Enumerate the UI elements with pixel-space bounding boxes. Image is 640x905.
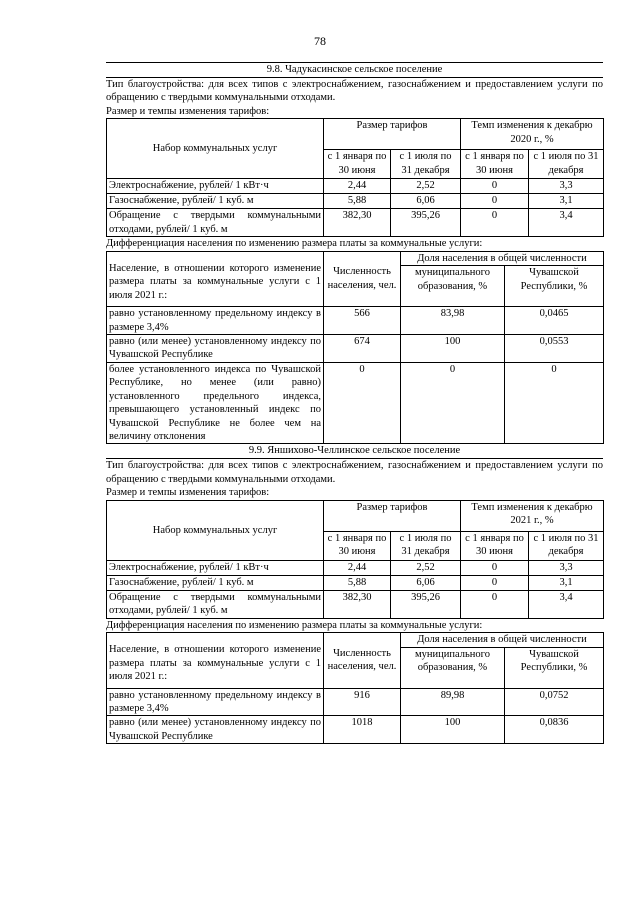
tariff-caption: Размер и темпы изменения тарифов: [106,105,270,117]
cell: 89,98 [401,688,505,716]
header-chuvash: Чувашской Республики, % [505,266,604,307]
header-count: Численность населения, чел. [324,251,401,306]
cell: 2,44 [324,560,391,575]
section-title: 9.8. Чадукасинское сельское поселение [106,62,603,78]
table-row [107,362,604,444]
cell: 0 [461,194,529,209]
cell: 3,4 [529,209,604,237]
cell: 3,3 [529,560,604,575]
section-title: 9.9. Яншихово-Челлинское сельское поселение [106,444,603,459]
cell: 0 [461,575,529,590]
cell: 1018 [324,716,401,744]
cell: 5,88 [324,194,391,209]
row-name: Электроснабжение, рублей/ 1 кВт·ч [107,560,324,575]
differentiation-table [106,632,604,744]
differentiation-table [106,251,604,445]
header-population: Население, в отношении которого изменение размера платы за коммунальные услуги с 1 июля 2021 г.: [107,633,324,688]
cell: 382,30 [324,590,391,618]
differentiation-caption: Дифференциация населения по изменению размера платы за коммунальные услуги: [106,619,483,631]
cell: 3,3 [529,179,604,194]
cell: 3,4 [529,590,604,618]
header-chuvash: Чувашской Республики, % [505,647,604,688]
header-jan: с 1 января по 30 июня [461,150,529,179]
cell: 3,1 [529,575,604,590]
cell: 2,52 [391,179,461,194]
header-count: Численность населения, чел. [324,633,401,688]
header-share: Доля населения в общей численности [401,633,604,647]
tariff-caption: Размер и темпы изменения тарифов: [106,487,270,499]
cell: 5,88 [324,575,391,590]
cell: 100 [401,716,505,744]
header-municipal: муниципального образования, % [401,266,505,307]
header-services: Набор коммунальных услуг [107,119,324,179]
cell: 0,0553 [505,334,604,362]
cell: 6,06 [391,194,461,209]
improvement-type: Тип благоустройства: для всех типов с электроснабжением, газоснабжением и предоставлением услуги по обращению с твердыми коммунальными отходами. [106,79,603,104]
table-row [107,209,604,237]
header-services: Набор коммунальных услуг [107,500,324,560]
table-row [107,194,604,209]
cell: 0,0836 [505,716,604,744]
table-row [107,688,604,716]
row-name: равно установленному предельному индексу в размере 3,4% [107,688,324,716]
header-municipal: муниципального образования, % [401,647,505,688]
cell: 0 [461,209,529,237]
header-share: Доля населения в общей численности [401,251,604,265]
tariff-table [106,118,604,237]
table-row [107,575,604,590]
table-row [107,179,604,194]
cell: 0,0752 [505,688,604,716]
cell: 0,0465 [505,307,604,335]
cell: 83,98 [401,307,505,335]
row-name: Обращение с твердыми коммунальными отходами, рублей/ 1 куб. м [107,590,324,618]
tariff-table [106,500,604,619]
row-name: Газоснабжение, рублей/ 1 куб. м [107,575,324,590]
header-rate-change: Темп изменения к декабрю 2020 г., % [461,119,604,150]
header-jul: с 1 июля по 31 декабря [391,531,461,560]
table-row [107,307,604,335]
table-row [107,590,604,618]
cell: 2,44 [324,179,391,194]
row-name: равно (или менее) установленному индексу по Чувашской Республике [107,334,324,362]
page-number: 78 [314,34,326,48]
page-content [106,62,603,744]
table-row [107,334,604,362]
row-name: равно (или менее) установленному индексу по Чувашской Республике [107,716,324,744]
cell: 2,52 [391,560,461,575]
row-name: Обращение с твердыми коммунальными отходами, рублей/ 1 куб. м [107,209,324,237]
header-tariff-size: Размер тарифов [324,500,461,531]
header-jul: с 1 июля по 31 декабря [529,531,604,560]
cell: 100 [401,334,505,362]
cell: 6,06 [391,575,461,590]
table-row [107,560,604,575]
row-name: Газоснабжение, рублей/ 1 куб. м [107,194,324,209]
header-population: Население, в отношении которого изменение размера платы за коммунальные услуги с 1 июля 2021 г.: [107,251,324,306]
cell: 0 [461,560,529,575]
cell: 916 [324,688,401,716]
header-jul: с 1 июля по 31 декабря [391,150,461,179]
header-rate-change: Темп изменения к декабрю 2021 г., % [461,500,604,531]
header-jul: с 1 июля по 31 декабря [529,150,604,179]
table-row [107,716,604,744]
differentiation-caption: Дифференциация населения по изменению размера платы за коммунальные услуги: [106,238,483,250]
cell: 0 [461,179,529,194]
cell: 0 [324,362,401,444]
cell: 0 [461,590,529,618]
cell: 3,1 [529,194,604,209]
cell: 0 [401,362,505,444]
header-tariff-size: Размер тарифов [324,119,461,150]
improvement-type: Тип благоустройства: для всех типов с электроснабжением, газоснабжением и предоставлением услуги по обращению с твердыми коммунальными отходами. [106,460,603,485]
row-name: Электроснабжение, рублей/ 1 кВт·ч [107,179,324,194]
header-jan: с 1 января по 30 июня [324,150,391,179]
row-name: более установленного индекса по Чувашской Республике, но менее (или равно) установленного предельного индекса, превышающего установленный индекс по Чувашской Республике не более чем на величину отклонения [107,362,324,444]
row-name: равно установленному предельному индексу в размере 3,4% [107,307,324,335]
cell: 566 [324,307,401,335]
cell: 395,26 [391,209,461,237]
cell: 674 [324,334,401,362]
cell: 382,30 [324,209,391,237]
cell: 395,26 [391,590,461,618]
header-jan: с 1 января по 30 июня [461,531,529,560]
header-jan: с 1 января по 30 июня [324,531,391,560]
cell: 0 [505,362,604,444]
